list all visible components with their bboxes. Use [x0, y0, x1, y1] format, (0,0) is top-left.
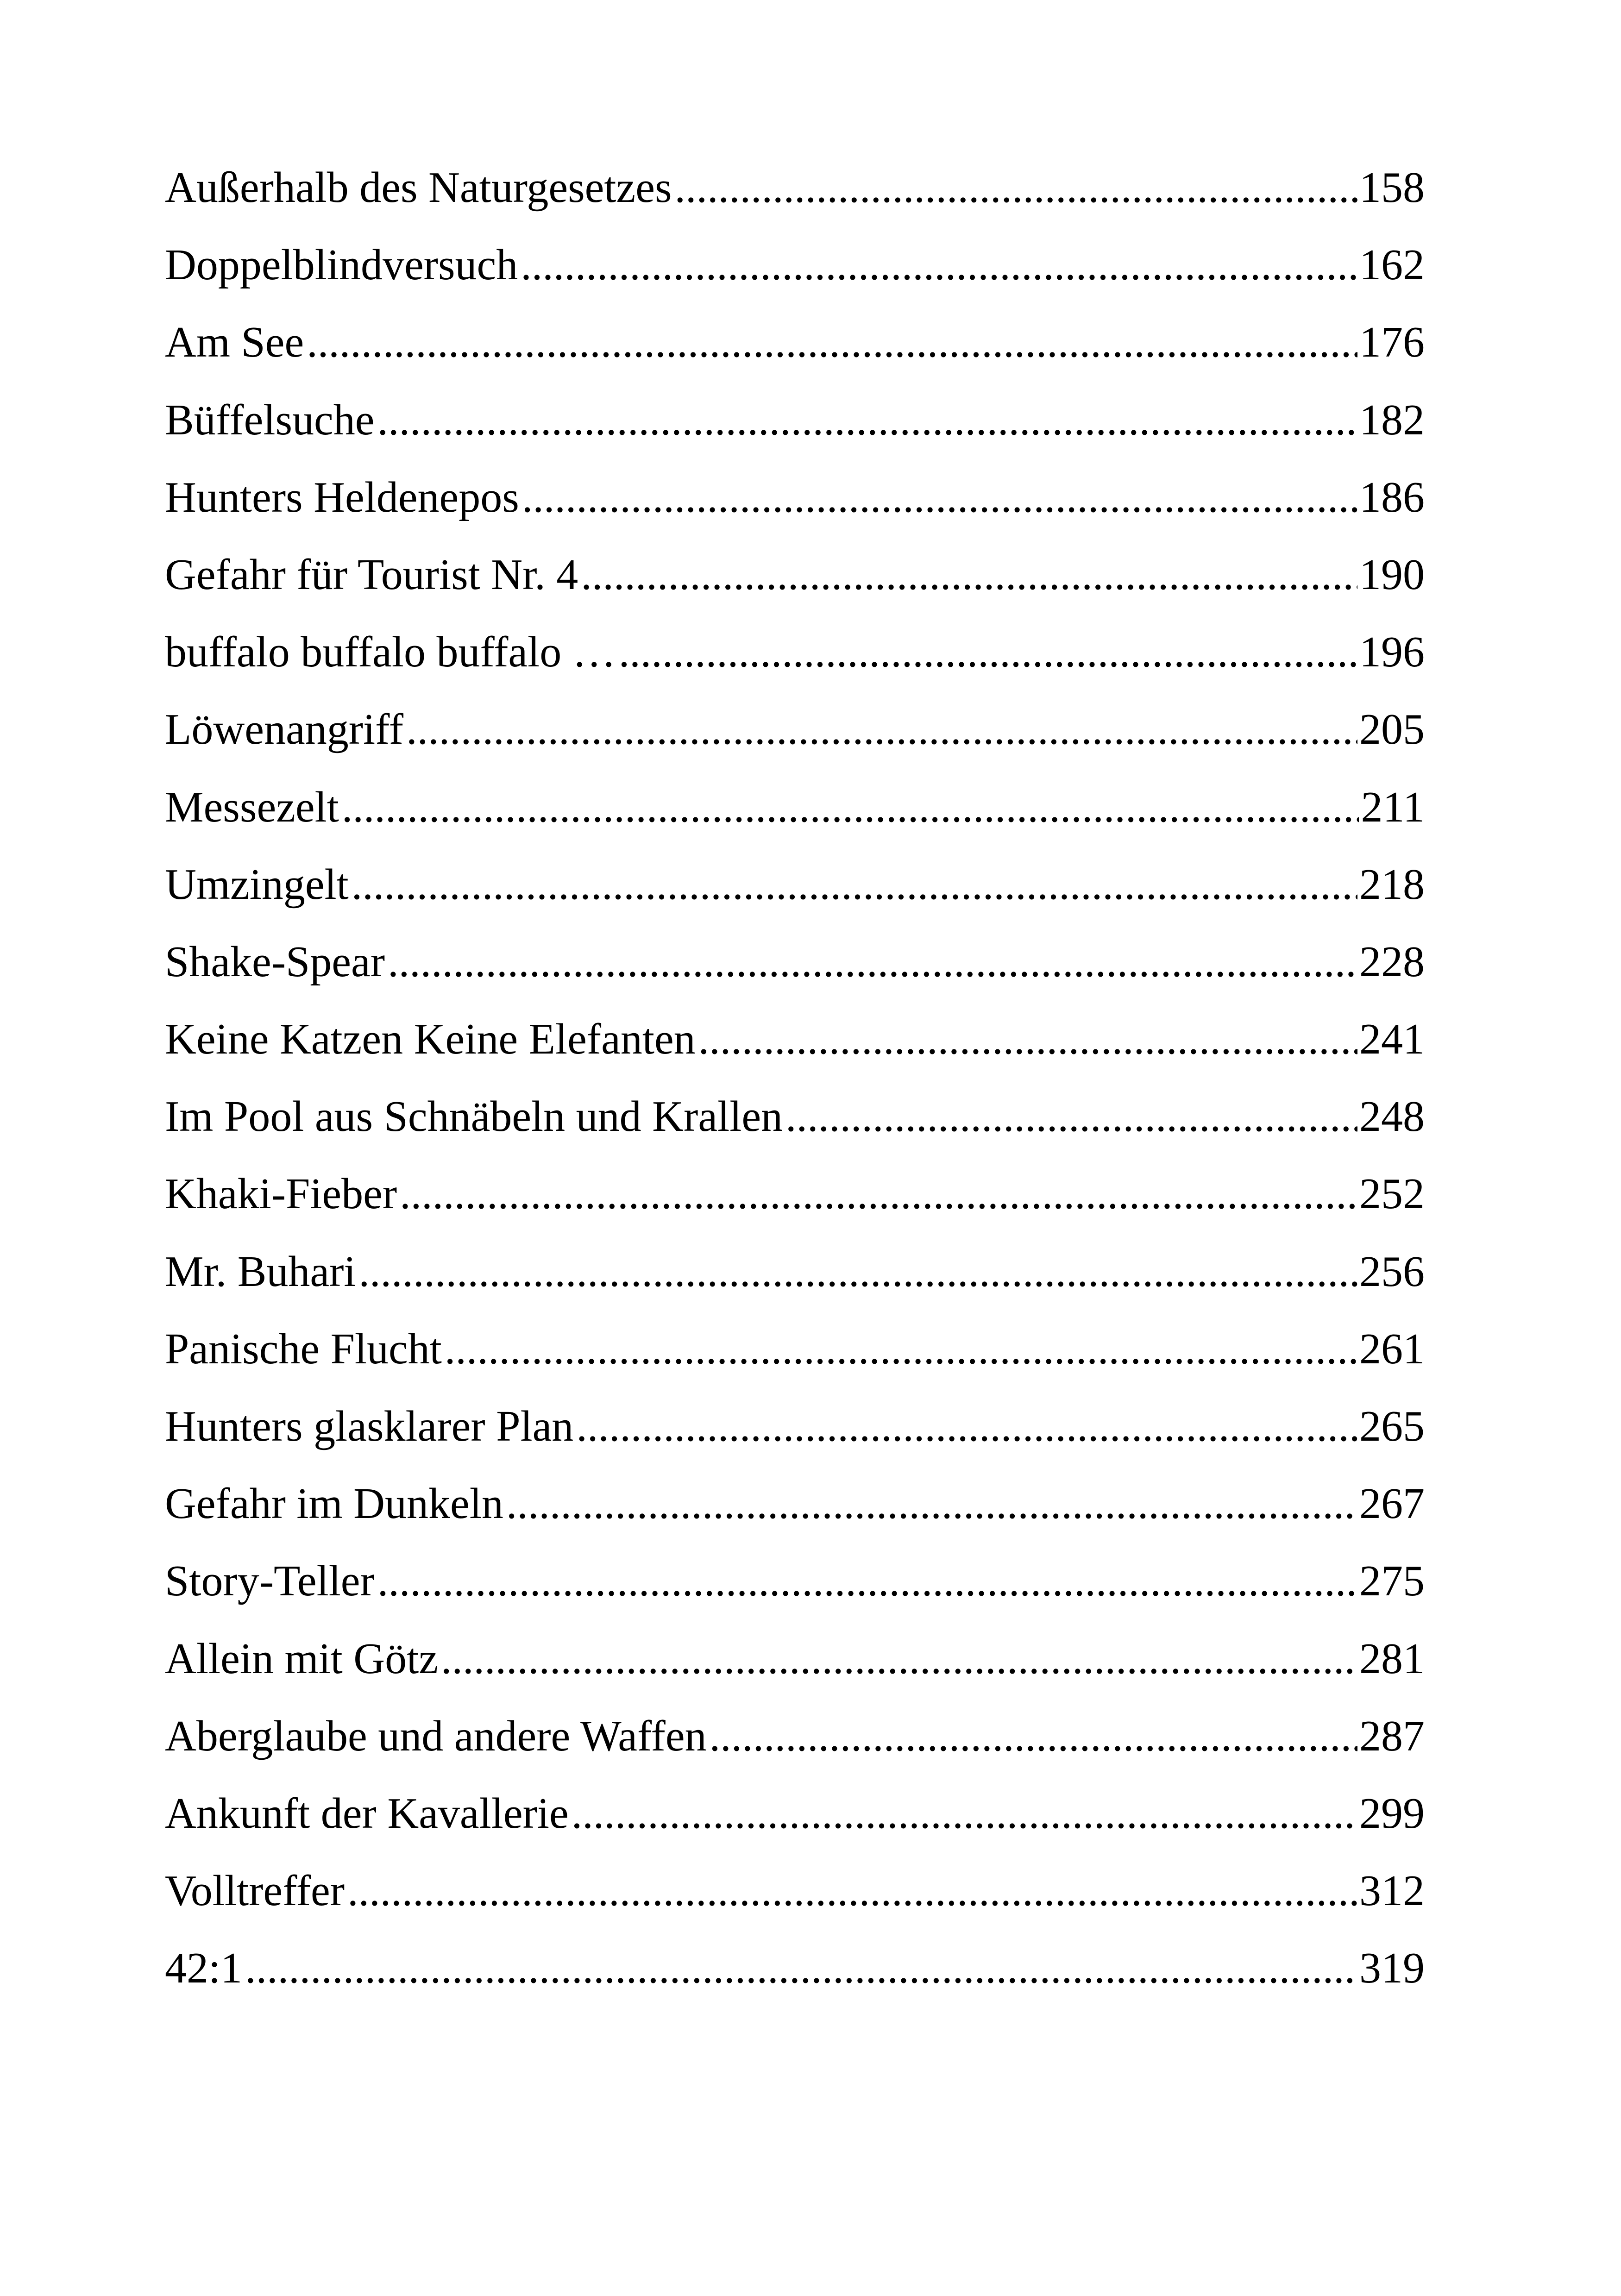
toc-entry-title: Gefahr für Tourist Nr. 4: [165, 550, 578, 599]
toc-entry: [165, 1559, 1425, 1637]
toc-entry-page-number: 267: [1359, 1480, 1425, 1528]
toc-entry: [165, 1247, 1425, 1327]
toc-dot-leader: [576, 1405, 1357, 1448]
toc-dot-leader: [377, 1559, 1357, 1603]
toc-dot-leader: [377, 398, 1357, 442]
toc-entry: [165, 1017, 1425, 1095]
toc-dot-leader: [619, 630, 1357, 674]
toc-entry-title: Story-Teller: [165, 1557, 375, 1606]
toc-entry-page-number: 299: [1359, 1789, 1425, 1838]
toc-entry-title: Khaki-Fieber: [165, 1170, 397, 1218]
toc-entry: [165, 1092, 1425, 1172]
toc-entry-page-number: 190: [1359, 550, 1425, 599]
toc-entry: [165, 1402, 1425, 1482]
toc-entry: [165, 473, 1425, 553]
toc-entry: [165, 395, 1425, 476]
toc-dot-leader: [400, 1172, 1357, 1216]
toc-entry: [165, 320, 1425, 398]
toc-entry-title: Keine Katzen Keine Elefanten: [165, 1015, 696, 1064]
toc-entry-page-number: 241: [1359, 1015, 1425, 1064]
toc-dot-leader: [342, 785, 1359, 829]
toc-entry-page-number: 281: [1359, 1634, 1425, 1683]
toc-entry: [165, 1324, 1425, 1405]
toc-entry: [165, 860, 1425, 940]
toc-entry-title: Doppelblindversuch: [165, 241, 518, 289]
toc-entry-page-number: 261: [1359, 1324, 1425, 1373]
toc-dot-leader: [521, 243, 1357, 287]
toc-entry-title: Volltreffer: [165, 1867, 345, 1915]
toc-entry-title: Messezelt: [165, 783, 339, 831]
toc-entry-title: Hunters Heldenepos: [165, 473, 519, 521]
toc-entry-page-number: 248: [1359, 1092, 1425, 1141]
toc-entry-page-number: 205: [1359, 705, 1425, 754]
toc-entry-title: Allein mit Götz: [165, 1634, 439, 1683]
toc-entry: [165, 1714, 1425, 1792]
toc-entry-page-number: 228: [1359, 937, 1425, 986]
toc-entry-title: Panische Flucht: [165, 1324, 442, 1373]
toc-entry: [165, 1482, 1425, 1559]
table-of-contents: [165, 163, 1425, 2024]
toc-entry-page-number: 218: [1359, 860, 1425, 909]
toc-dot-leader: [352, 863, 1357, 906]
toc-entry-page-number: 162: [1359, 241, 1425, 289]
toc-entry: [165, 937, 1425, 1017]
toc-entry: [165, 785, 1425, 863]
toc-entry: [165, 1634, 1425, 1714]
toc-dot-leader: [406, 708, 1357, 751]
toc-entry-page-number: 265: [1359, 1402, 1425, 1450]
toc-entry: [165, 1869, 1425, 1946]
toc-entry: [165, 550, 1425, 630]
toc-entry: [165, 630, 1425, 708]
toc-entry: [165, 1789, 1425, 1869]
toc-dot-leader: [785, 1095, 1357, 1138]
toc-entry-title: Büffelsuche: [165, 395, 375, 444]
toc-entry-page-number: 252: [1359, 1170, 1425, 1218]
toc-entry-title: buffalo buffalo buffalo …: [165, 628, 616, 677]
toc-dot-leader: [572, 1792, 1357, 1835]
toc-entry-title: Aberglaube und andere Waffen: [165, 1712, 707, 1760]
toc-entry-page-number: 287: [1359, 1712, 1425, 1760]
toc-entry: [165, 163, 1425, 243]
toc-entry: [165, 705, 1425, 785]
toc-entry-page-number: 186: [1359, 473, 1425, 521]
toc-dot-leader: [388, 940, 1357, 984]
toc-entry-title: Im Pool aus Schnäbeln und Krallen: [165, 1092, 783, 1141]
toc-entry-page-number: 256: [1359, 1247, 1425, 1296]
toc-dot-leader: [347, 1869, 1357, 1913]
toc-entry-title: Löwenangriff: [165, 705, 404, 754]
toc-entry-title: Shake-Spear: [165, 937, 385, 986]
toc-entry-page-number: 312: [1359, 1867, 1425, 1915]
toc-entry-page-number: 182: [1359, 395, 1425, 444]
toc-entry-title: Mr. Buhari: [165, 1247, 356, 1296]
toc-entry: [165, 243, 1425, 320]
toc-dot-leader: [441, 1637, 1357, 1681]
toc-dot-leader: [581, 553, 1357, 596]
toc-dot-leader: [698, 1017, 1357, 1061]
toc-entry-page-number: 158: [1359, 163, 1425, 212]
toc-dot-leader: [307, 320, 1357, 364]
toc-dot-leader: [245, 1946, 1357, 1990]
toc-entry-title: Gefahr im Dunkeln: [165, 1480, 503, 1528]
toc-entry-page-number: 211: [1361, 783, 1425, 831]
toc-entry: [165, 1172, 1425, 1249]
toc-entry-title: Ankunft der Kavallerie: [165, 1789, 569, 1838]
toc-entry: [165, 1946, 1425, 2024]
toc-entry-title: Außerhalb des Naturgesetzes: [165, 163, 672, 212]
toc-entry-page-number: 319: [1359, 1944, 1425, 1993]
toc-dot-leader: [522, 476, 1357, 519]
toc-entry-page-number: 176: [1359, 318, 1425, 367]
toc-entry-page-number: 275: [1359, 1557, 1425, 1606]
toc-entry-page-number: 196: [1359, 628, 1425, 677]
toc-entry-title: Umzingelt: [165, 860, 349, 909]
toc-dot-leader: [710, 1714, 1357, 1758]
toc-dot-leader: [359, 1250, 1357, 1293]
toc-entry-title: Am See: [165, 318, 304, 367]
toc-dot-leader: [445, 1327, 1357, 1371]
toc-entry-title: Hunters glasklarer Plan: [165, 1402, 574, 1450]
toc-entry-title: 42:1: [165, 1944, 243, 1993]
toc-dot-leader: [506, 1482, 1357, 1525]
toc-dot-leader: [675, 166, 1357, 209]
